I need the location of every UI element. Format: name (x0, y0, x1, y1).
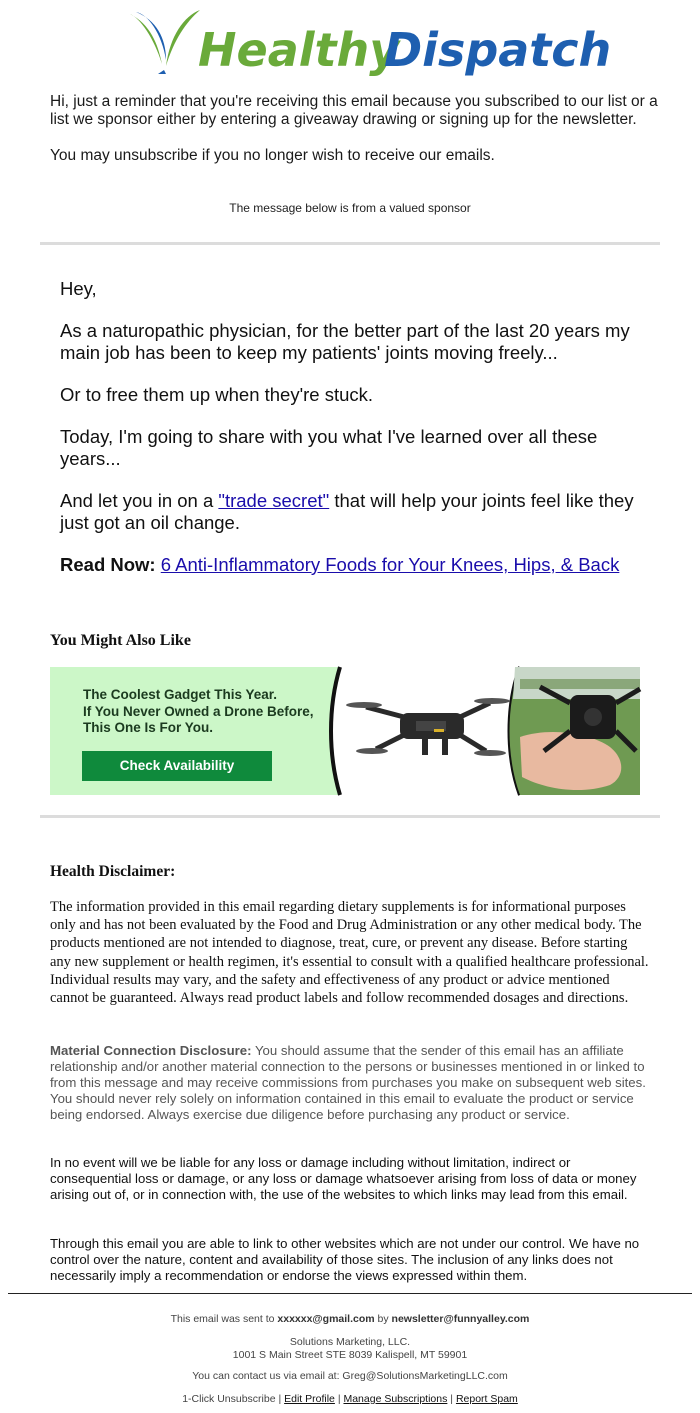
v-leaf-logo-icon (128, 8, 612, 86)
edit-profile-link[interactable]: Edit Profile (284, 1393, 335, 1405)
ad-headline-line: This One Is For You. (83, 720, 214, 735)
text-fragment: that will help your joints feel like they just got an oil change. (60, 490, 634, 533)
one-click-unsubscribe[interactable]: 1-Click Unsubscribe (182, 1393, 276, 1405)
ad-headline (83, 687, 314, 737)
text-fragment: by (374, 1313, 392, 1325)
drone-ad-banner[interactable] (50, 667, 640, 795)
separator: | (334, 1393, 344, 1405)
liability-notice: In no event will we be liable for any loss or damage including without limitation, indirect or consequential loss or damage, or any loss or damage whatsoever arising from loss of data or money arising out of, or in connection with, the use of the websites to which links may lead from this email. (50, 1155, 637, 1202)
footer-company: Solutions Marketing, LLC. (289, 1336, 411, 1348)
intro-reminder: Hi, just a reminder that you're receiving this email because you subscribed to our list or a list we sponsor either by entering a giveaway drawing or signing up for the newsletter. (50, 93, 658, 128)
recipient-email: xxxxxx@gmail.com (277, 1313, 375, 1325)
read-now-line (60, 554, 650, 576)
footer-contact: You can contact us via email at: Greg@SolutionsMarketingLLC.com (192, 1370, 508, 1382)
divider (40, 242, 660, 245)
footer-links (0, 1393, 700, 1406)
external-links-notice: Through this email you are able to link to other websites which are not under our control. We have no control over the nature, content and availability of those sites. The inclusion of any links does not necessarily imply a recommendation or endorse the views expressed within them. (50, 1236, 640, 1283)
ad-headline-line: If You Never Owned a Drone Before, (83, 703, 314, 719)
you-might-also-like-title: You Might Also Like (50, 632, 191, 649)
material-connection-body: You should assume that the sender of this email has an affiliate relationship and/or another material connection to the persons or businesses mentioned in or linked to from this message and may receive commissions from purchases you make on subsequent web sites. You should never rely solely on information contained in this email to evaluate the product or service being endorsed. Always exercise due diligence before purchasing any product or service. (50, 1043, 646, 1122)
intro-unsubscribe-note: You may unsubscribe if you no longer wish to receive our emails. (50, 147, 495, 164)
manage-subscriptions-link[interactable]: Manage Subscriptions (343, 1393, 448, 1405)
footer-address: 1001 S Main Street STE 8039 Kalispell, MT 59901 (232, 1349, 468, 1361)
separator: | (275, 1393, 285, 1405)
health-disclaimer-title: Health Disclaimer: (50, 863, 176, 880)
message-paragraph (60, 490, 650, 534)
message-paragraph: Today, I'm going to share with you what I've learned over all these years... (60, 426, 598, 469)
sender-email: newsletter@funnyalley.com (391, 1313, 530, 1325)
material-connection-label: Material Connection Disclosure: (50, 1043, 252, 1058)
separator: | (447, 1393, 456, 1405)
read-now-label: Read Now: (60, 554, 156, 575)
message-paragraph: As a naturopathic physician, for the better part of the last 20 years my main job has been to keep my patients' joints moving freely... (60, 320, 630, 363)
sponsor-note: The message below is from a valued sponsor (229, 201, 471, 215)
footer-sent-to (0, 1313, 700, 1326)
brand-name-healthy: Healthy (198, 23, 400, 77)
report-spam-link[interactable]: Report Spam (455, 1393, 518, 1405)
read-now-link[interactable]: 6 Anti-Inflammatory Foods for Your Knees, Hips, & Back (160, 554, 620, 575)
brand-logo[interactable] (128, 8, 612, 86)
health-disclaimer-body: The information provided in this email regarding dietary supplements is for informational purposes only and has not been evaluated by the Food and Drug Administration or any other medical body. The products mentioned are not intended to diagnose, treat, cure, or prevent any disease. Before starting any new supplement or health regimen, it's essential to consult with a qualified healthcare professional. Individual results may vary, and the safety and effectiveness of any product or advice mentioned cannot be guaranteed. Always read product labels and follow recommended dosages and directions. (50, 899, 649, 1007)
ad-headline-line: The Coolest Gadget This Year. (83, 687, 278, 702)
greeting: Hey, (60, 278, 97, 299)
sponsor-message (60, 278, 650, 596)
text-fragment: And let you in on a (60, 490, 219, 511)
footer-divider (8, 1293, 692, 1294)
intro-block (50, 93, 660, 183)
divider (40, 815, 660, 818)
message-paragraph: Or to free them up when they're stuck. (60, 384, 374, 405)
material-connection-disclosure (50, 1043, 655, 1123)
brand-name-dispatch: Dispatch (384, 23, 612, 77)
trade-secret-link[interactable]: "trade secret" (218, 490, 330, 511)
check-availability-button[interactable]: Check Availability (82, 751, 272, 781)
text-fragment: This email was sent to (170, 1313, 278, 1325)
